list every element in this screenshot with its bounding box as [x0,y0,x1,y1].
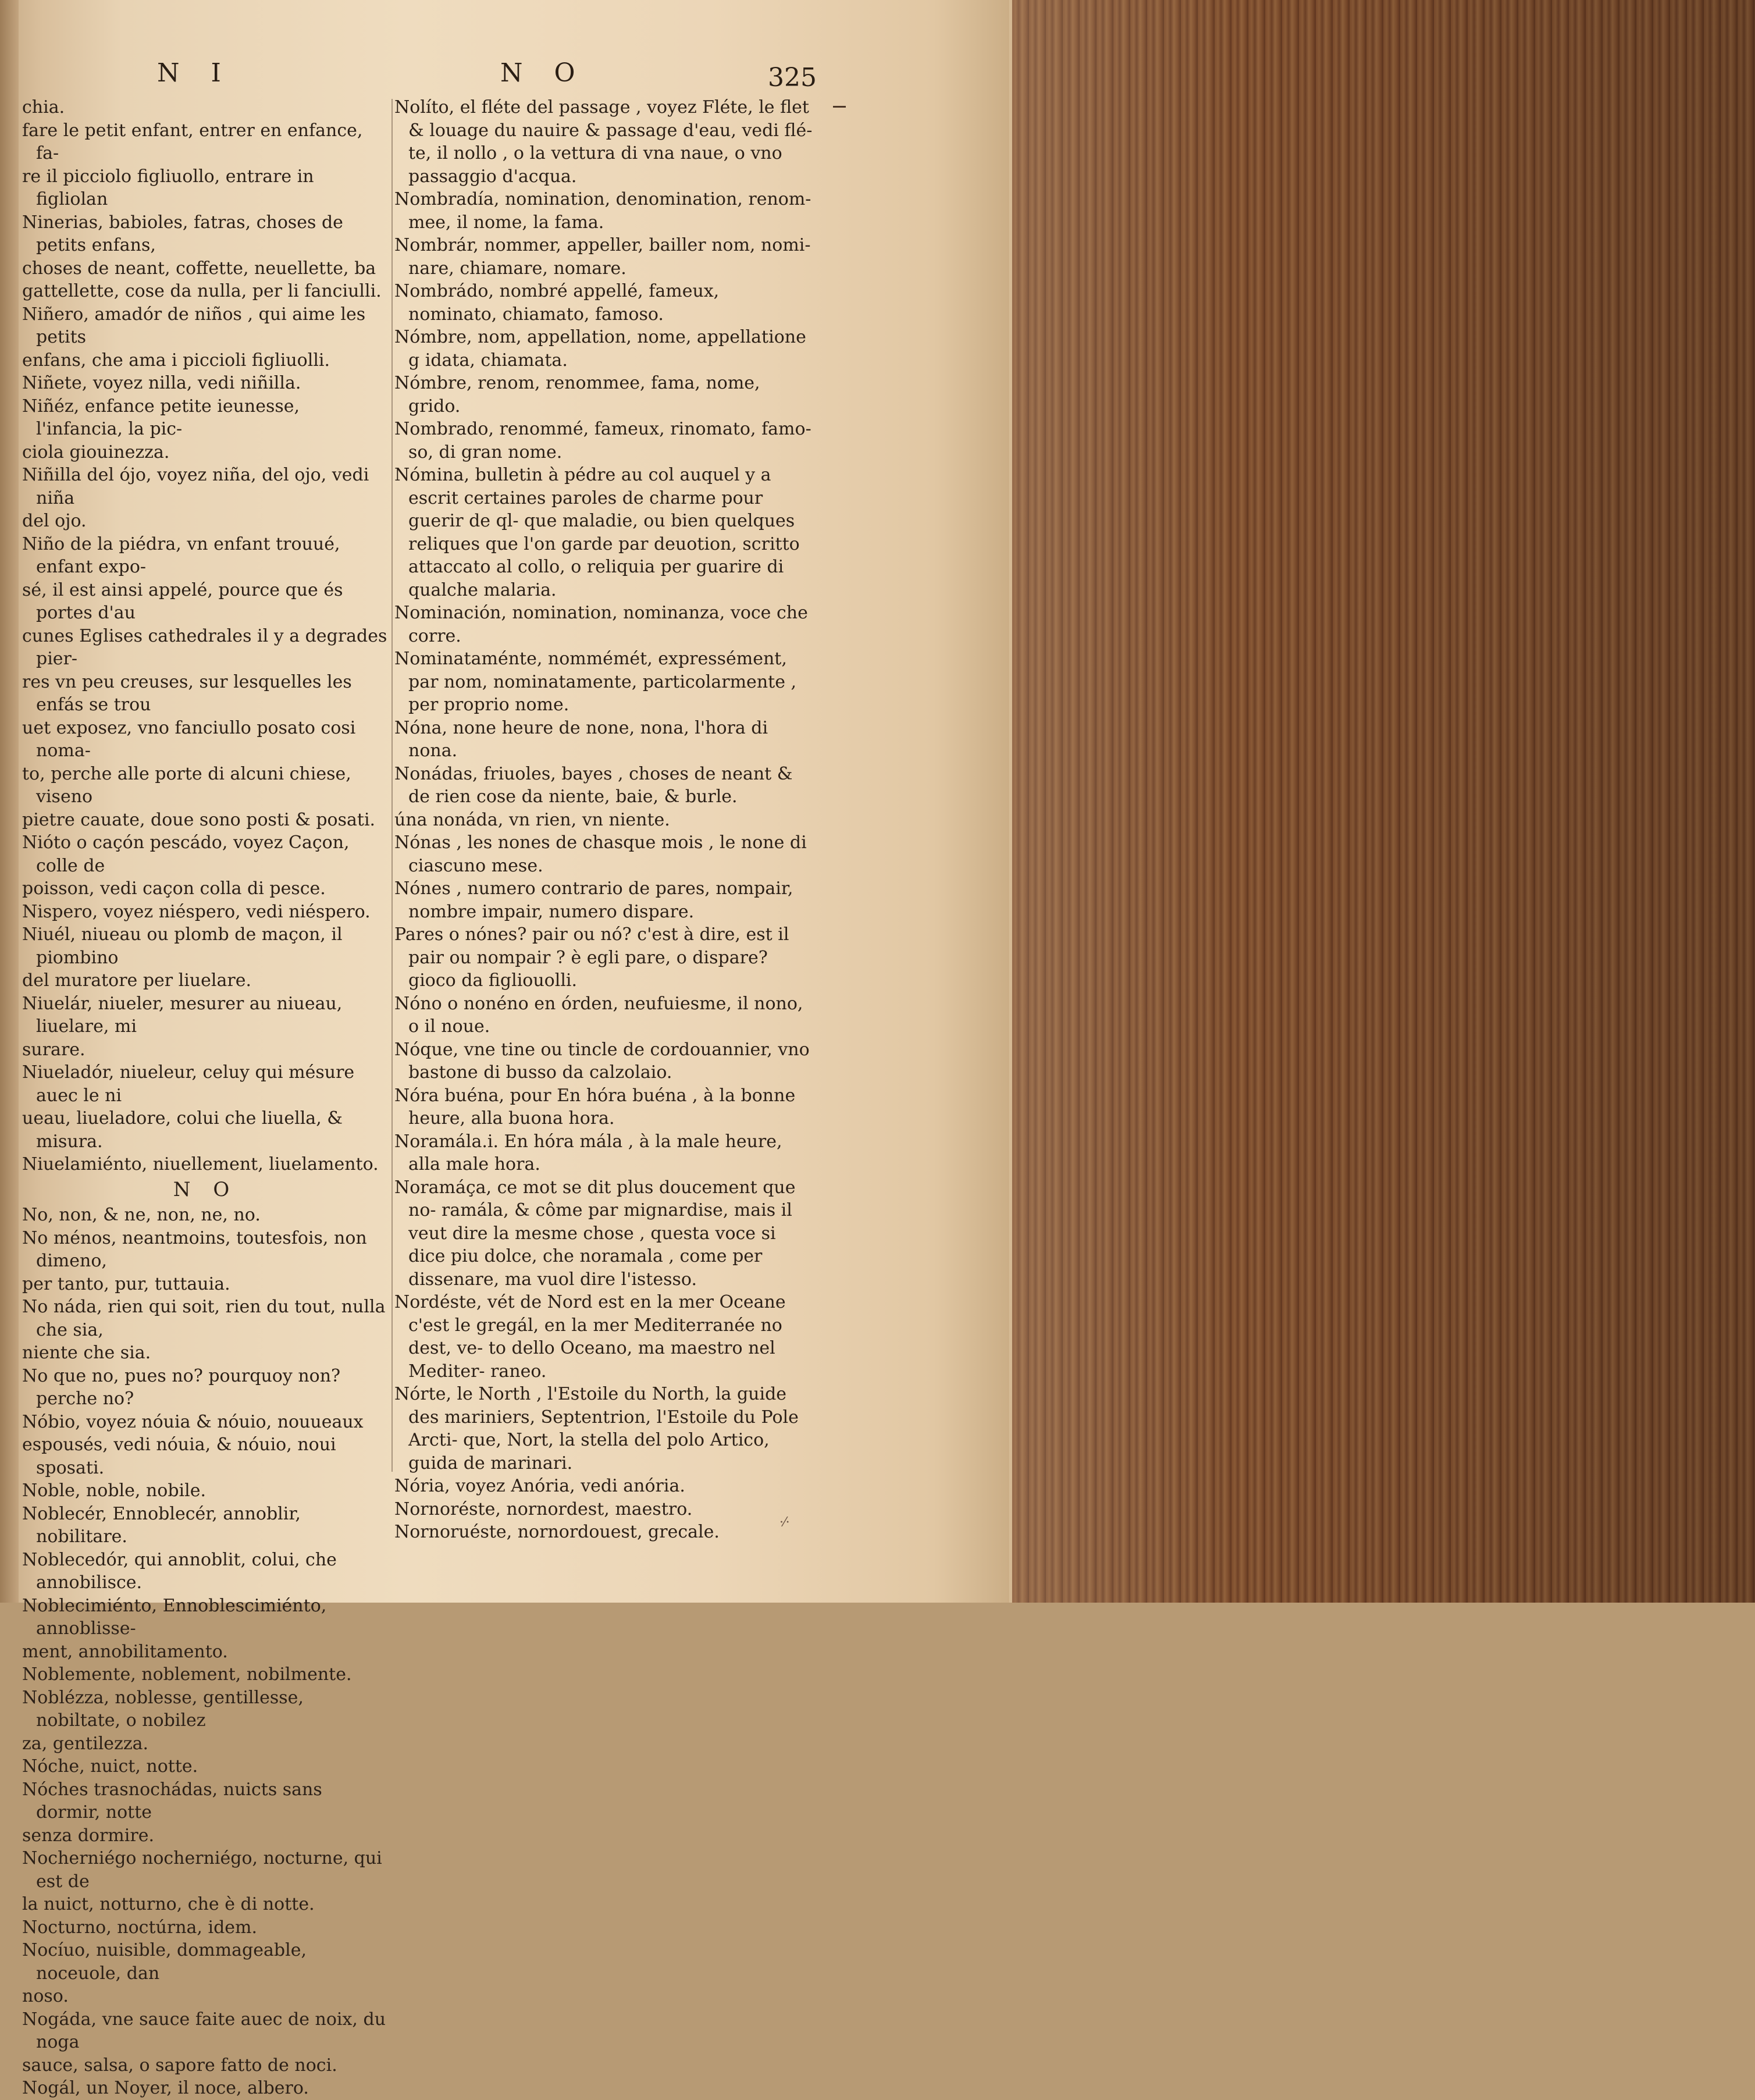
dictionary-entry: Nispero, voyez niéspero, vedi niéspero. [22,901,371,922]
dictionary-entry: Noble, noble, nobile. [22,1480,207,1501]
dictionary-entry: fare le petit enfant, entrer en enfance, fa- [22,120,363,163]
dictionary-entry: Noblézza, noblesse, gentillesse, nobiltate, o nobilez [22,1687,304,1731]
dictionary-entry: poisson, vedi caçon colla di pesce. [22,878,326,899]
dictionary-entry: Nómina, bulletin à pédre au col auquel y a escrit certaines paroles de charme pour guerir de ql- que maladie, ou bien quelques reliques que l'on garde par deuotion, scritto attaccato al collo, o reliquia per guarire di qualche malaria. [394,465,800,600]
ink-smudge: ·⁄· [779,1515,790,1530]
dictionary-entry: Niuelár, niueler, mesurer au niueau, liuelare, mi [22,993,343,1037]
dictionary-entry: Nórte, le North , l'Estoile du North, la guide des mariniers, Septentrion, l'Estoile du Pole Arcti- que, Nort, la stella del polo Artico, guida de marinari. [394,1384,799,1473]
dictionary-entry: enfans, che ama i piccioli figliuolli. [22,350,330,371]
dictionary-entry: Nónas , les nones de chasque mois , le none di ciascuno mese. [394,832,807,876]
dictionary-entry: za, gentilezza. [22,1733,149,1754]
dictionary-entry: Nogál, un Noyer, il noce, albero. [22,2078,309,2098]
dictionary-entry: Nocturno, noctúrna, idem. [22,1917,258,1938]
dictionary-entry: Nóches trasnochádas, nuicts sans dormir, notte [22,1779,322,1823]
dictionary-entry: Nordéste, vét de Nord est en la mer Oceane c'est le gregál, en la mer Mediterranée no dest, ve- to dello Oceano, ma maestro nel Mediter- raneo. [394,1292,786,1382]
dictionary-entry: Niñilla del ójo, voyez niña, del ojo, vedi niña [22,465,369,508]
dictionary-entry: del ojo. [22,511,87,531]
dictionary-entry: Nóra buéna, pour En hóra buéna , à la bonne heure, alla buona hora. [394,1085,796,1129]
dictionary-entry: No ménos, neantmoins, toutesfois, non dimeno, [22,1227,367,1271]
previous-page-edge [0,0,19,1603]
dictionary-entry: gattellette, cose da nulla, per li fanciulli. [22,281,382,301]
dictionary-entry: Noramála.i. En hóra mála , à la male heure, alla male hora. [394,1131,782,1174]
dictionary-entry: del muratore per liuelare. [22,970,252,991]
dictionary-entry: Nombrádo, nombré appellé, fameux, nominato, chiamato, famoso. [394,281,720,325]
left-entries [22,96,389,1176]
dictionary-entry: Nónes , numero contrario de pares, nompair, nombre impair, numero dispare. [394,878,793,922]
dictionary-entry: Nóque, vne tine ou tincle de cordouannier, vno bastone di busso da calzolaio. [394,1039,810,1083]
dictionary-entry: ciola giouinezza. [22,442,170,462]
dictionary-entry: No, non, & ne, non, ne, no. [22,1205,261,1225]
right-column [394,96,813,1544]
dictionary-entry: Niuél, niueau ou plomb de maçon, il piombino [22,924,343,968]
dictionary-entry: Nombrado, renommé, fameux, rinomato, famo- so, di gran nome. [394,419,811,462]
dictionary-entry: Noblecimiénto, Ennoblescimiénto, annoblisse- [22,1595,327,1639]
dictionary-entry: Nogáda, vne sauce faite auec de noix, du noga [22,2009,386,2052]
dictionary-entry: Nominación, nomination, nominanza, voce che corre. [394,603,808,646]
dictionary-entry: Nombradía, nomination, denomination, renom- mee, il nome, la fama. [394,189,811,233]
dictionary-entry: No náda, rien qui soit, rien du tout, nulla che sia, [22,1297,386,1340]
dictionary-entry: Nóbio, voyez nóuia & nóuio, nouueaux [22,1411,364,1432]
dictionary-entry: res vn peu creuses, sur lesquelles les enfás se trou [22,671,352,715]
dictionary-entry: Niñero, amadór de niños , qui aime les petits [22,304,366,347]
dictionary-entry: Nominataménte, nommémét, expressément, par nom, nominatamente, particolarmente , per proprio nome. [394,649,797,715]
dictionary-entry: Nocherniégo nocherniégo, nocturne, qui est de [22,1848,382,1892]
dictionary-entry: re il picciolo figliuollo, entrare in figliolan [22,166,314,209]
left-column [22,96,389,2100]
column-header-right: N O [500,58,587,88]
dictionary-entry: la nuict, notturno, che è di notte. [22,1894,315,1914]
dictionary-entry: Nóche, nuict, notte. [22,1756,198,1777]
dictionary-entry: Noblecér, Ennoblecér, annoblir, nobilitare. [22,1503,301,1547]
dictionary-entry: senza dormire. [22,1825,154,1846]
dictionary-entry: Nornoruéste, nornordouest, grecale. [394,1522,720,1542]
right-entries [394,96,813,1544]
dictionary-entry: espousés, vedi nóuia, & nóuio, noui sposati. [22,1435,336,1478]
dictionary-entry: Nolíto, el fléte del passage , voyez Fléte, le flet & louage du nauire & passage d'eau, vedi flé- te, il nollo , o la vettura di vna naue, o vno passaggio d'acqua. [394,97,813,187]
dictionary-entry: niente che sia. [22,1343,151,1363]
dictionary-entry: chia. [22,97,65,118]
dictionary-entry: to, perche alle porte di alcuni chiese, viseno [22,763,351,807]
dictionary-entry: Niuelamiénto, niuellement, liuelamento. [22,1154,379,1174]
dictionary-entry: Nómbre, nom, appellation, nome, appellatione g idata, chiamata. [394,327,806,371]
margin-mark [833,106,846,108]
dictionary-entry: ueau, liueladore, colui che liuella, & misura. [22,1108,343,1152]
dictionary-entry: Pares o nónes? pair ou nó? c'est à dire, est il pair ou nompair ? è egli pare, o dispare? gioco da figliouolli. [394,924,789,991]
dictionary-entry: Ninerias, babioles, fatras, choses de petits enfans, [22,212,343,255]
dictionary-entry: Nóna, none heure de none, nona, l'hora di nona. [394,717,768,761]
book-fore-edge [1012,0,1755,1603]
dictionary-entry: Nombrár, nommer, appeller, bailler nom, nomi- nare, chiamare, nomare. [394,235,811,279]
dictionary-entry: cunes Eglises cathedrales il y a degrades pier- [22,625,387,669]
dictionary-entry: Nória, voyez Anória, vedi anória. [394,1476,685,1496]
dictionary-entry: ment, annobilitamento. [22,1641,228,1662]
dictionary-entry: Noblemente, noblement, nobilmente. [22,1664,352,1685]
dictionary-entry: Nióto o caçón pescádo, voyez Caçon, colle de [22,832,350,876]
dictionary-entry: Niñete, voyez nilla, vedi niñilla. [22,373,301,393]
section-heading-no: N O [173,1177,238,1201]
dictionary-entry: Nornoréste, nornordest, maestro. [394,1499,693,1519]
dictionary-entry: Niñéz, enfance petite ieunesse, l'infancia, la pic- [22,396,300,439]
dictionary-entry: Nonádas, friuoles, bayes , choses de neant & de rien cose da niente, baie, & burle. [394,763,793,807]
dictionary-entry: Niueladór, niueleur, celuy qui mésure auec le ni [22,1062,355,1106]
dictionary-entry: per tanto, pur, tuttauia. [22,1273,230,1294]
dictionary-entry: úna nonáda, vn rien, vn niente. [394,809,670,830]
dictionary-entry: choses de neant, coffette, neuellette, ba [22,258,376,279]
dictionary-entry: pietre cauate, doue sono posti & posati. [22,809,376,830]
dictionary-entry: Nómbre, renom, renommee, fama, nome, grido. [394,373,760,417]
left-entries-no [22,1204,389,2100]
column-header-left: N I [157,58,233,88]
dictionary-entry: Noblecedór, qui annoblit, colui, che annobilisce. [22,1549,337,1593]
dictionary-entry: Noramáça, ce mot se dit plus doucement que no- ramála, & côme par mignardise, mais il veut dire la mesme chose , questa voce si dice piu dolce, che noramala , come per dissenare, ma vuol dire l'istesso. [394,1177,796,1290]
dictionary-entry: noso. [22,1986,69,2006]
dictionary-entry: Nóno o nonéno en órden, neufuiesme, il nono, o il noue. [394,993,803,1037]
page-number: 325 [768,63,817,92]
dictionary-entry: Niño de la piédra, vn enfant trouué, enfant expo- [22,533,340,577]
dictionary-entry: Nocíuo, nuisible, dommageable, noceuole, dan [22,1940,307,1984]
column-divider [391,99,393,1472]
dictionary-entry: No que no, pues no? pourquoy non? perche no? [22,1365,341,1409]
dictionary-entry: sé, il est ainsi appelé, pource que és portes d'au [22,579,343,623]
dictionary-entry: uet exposez, vno fanciullo posato cosi noma- [22,717,356,761]
dictionary-entry: sauce, salsa, o sapore fatto de noci. [22,2055,337,2076]
dictionary-entry: surare. [22,1039,86,1060]
